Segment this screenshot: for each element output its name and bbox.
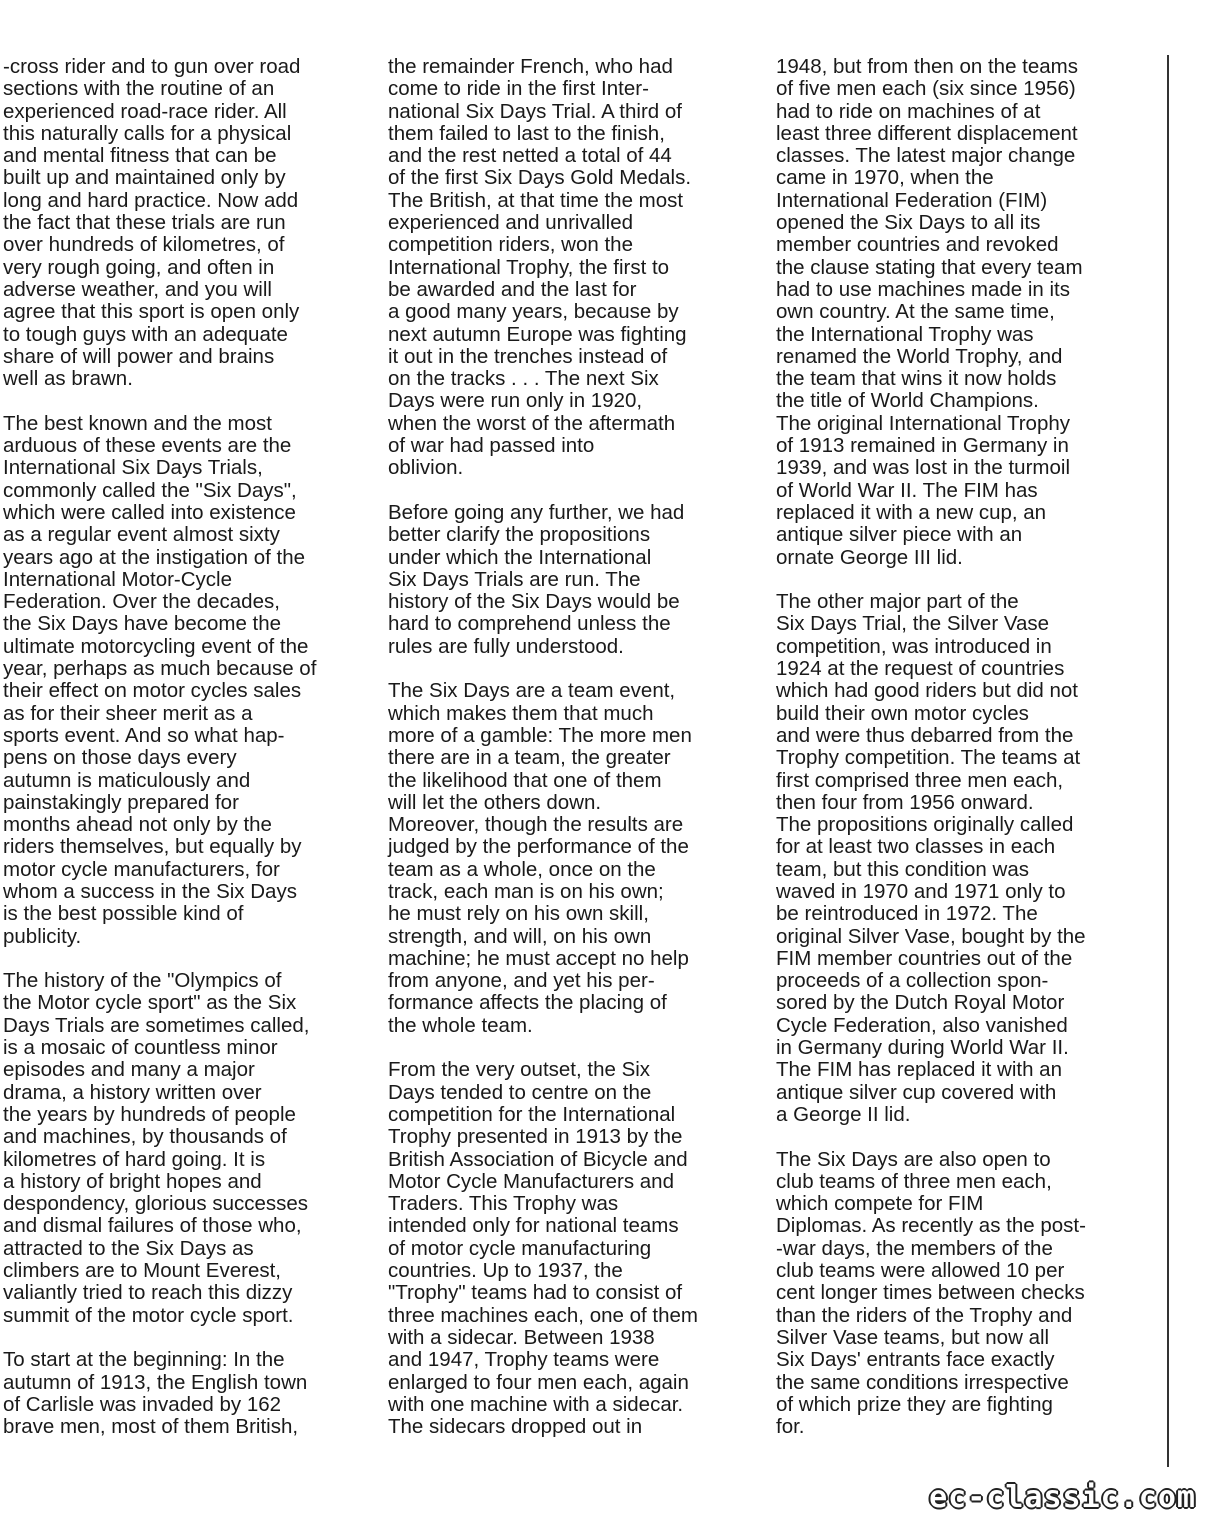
text-line: 1939, and was lost in the turmoil [776, 456, 1070, 480]
text-line: history of the Six Days would be [388, 590, 680, 614]
text-line: this naturally calls for a physical [3, 121, 292, 145]
text-line: hard to comprehend unless the [388, 612, 671, 636]
text-line: experienced road-race rider. All [3, 99, 287, 123]
text-line: the whole team. [388, 1013, 533, 1037]
text-line: of which prize they are fighting [776, 1392, 1053, 1416]
text-line: enlarged to four men each, again [388, 1370, 689, 1394]
text-line: machine; he must accept no help [388, 946, 689, 970]
text-line: sored by the Dutch Royal Motor [776, 991, 1065, 1015]
text-line: attracted to the Six Days as [3, 1236, 254, 1260]
text-line: Days tended to centre on the [388, 1080, 652, 1104]
text-line: intended only for national teams [388, 1214, 679, 1238]
text-line: for at least two classes in each [776, 835, 1056, 859]
text-line: commonly called the "Six Days", [3, 478, 297, 502]
text-line: -cross rider and to gun over road [3, 55, 301, 78]
text-line: International Federation (FIM) [776, 188, 1048, 212]
text-line: the International Trophy was [776, 322, 1034, 346]
text-line: The history of the "Olympics of [3, 969, 282, 993]
text-line: kilometres of hard going. It is [3, 1147, 266, 1171]
text-line: the clause stating that every team [776, 255, 1083, 279]
text-line: will let the others down. [388, 790, 602, 814]
text-column-3 [776, 56, 1156, 1461]
text-line: despondency, glorious successes [3, 1192, 309, 1216]
text-line: then four from 1956 onward. [776, 790, 1034, 814]
text-line: over hundreds of kilometres, of [3, 233, 285, 257]
text-line: "Trophy" teams had to consist of [388, 1281, 683, 1305]
text-line: with a sidecar. Between 1938 [388, 1325, 655, 1349]
text-line: motor cycle manufacturers, for [3, 857, 280, 881]
text-line: The British, at that time the most [388, 188, 684, 212]
text-line: International Six Days Trials, [3, 456, 263, 480]
text-line: autumn of 1913, the English town [3, 1370, 308, 1394]
text-column-2 [388, 56, 760, 1461]
text-line: strength, and will, on his own [388, 924, 652, 948]
text-line: antique silver cup covered with [776, 1080, 1057, 1104]
text-line: Six Days Trial, the Silver Vase [776, 612, 1050, 636]
text-line: the fact that these trials are run [3, 211, 286, 235]
text-line: brave men, most of them British, [3, 1415, 299, 1439]
text-line: had to ride on machines of at [776, 99, 1041, 123]
text-line: under which the International [388, 545, 652, 569]
text-line: well as brawn. [3, 367, 133, 391]
text-line: in Germany during World War II. [776, 1036, 1069, 1060]
text-line: year, perhaps as much because of [3, 657, 317, 681]
text-line: rules are fully understood. [388, 634, 624, 658]
text-line: long and hard practice. Now add [3, 188, 299, 212]
text-line: the years by hundreds of people [3, 1102, 296, 1126]
text-line: oblivion. [388, 456, 464, 480]
paragraph [776, 591, 1156, 1126]
text-line: as a regular event almost sixty [3, 523, 280, 547]
text-line: months ahead not only by the [3, 813, 272, 837]
paragraph [3, 56, 375, 390]
text-line: be awarded and the last for [388, 277, 637, 301]
text-line: climbers are to Mount Everest, [3, 1259, 281, 1283]
text-line: more of a gamble: The more men [388, 723, 692, 747]
text-line: and were thus debarred from the [776, 723, 1074, 747]
text-line: of Carlisle was invaded by 162 [3, 1392, 282, 1416]
text-line: painstakingly prepared for [3, 790, 239, 814]
text-line: and mental fitness that can be [3, 144, 277, 168]
text-line: share of will power and brains [3, 344, 275, 368]
text-line: than the riders of the Trophy and [776, 1303, 1073, 1327]
text-line: pens on those days every [3, 746, 237, 770]
text-line: Before going any further, we had [388, 500, 685, 524]
text-line: from anyone, and yet his per- [388, 969, 655, 993]
text-line: the team that wins it now holds [776, 367, 1057, 391]
text-line: next autumn Europe was fighting [388, 322, 687, 346]
text-line: antique silver piece with an [776, 523, 1023, 547]
text-line: very rough going, and often in [3, 255, 275, 279]
text-line: national Six Days Trial. A third of [388, 99, 682, 123]
text-line: is the best possible kind of [3, 902, 244, 926]
text-line: with one machine with a sidecar. [388, 1392, 684, 1416]
text-line: the remainder French, who had [388, 55, 673, 78]
text-line: publicity. [3, 924, 82, 948]
text-line: riders themselves, but equally by [3, 835, 302, 859]
text-line: The sidecars dropped out in [388, 1415, 643, 1439]
paragraph [776, 1149, 1156, 1439]
text-line: original Silver Vase, bought by the [776, 924, 1086, 948]
text-line: Diplomas. As recently as the post- [776, 1214, 1086, 1238]
text-line: competition, was introduced in [776, 634, 1052, 658]
text-line: and machines, by thousands of [3, 1125, 287, 1149]
text-line: years ago at the instigation of the [3, 545, 306, 569]
paragraph [388, 680, 760, 1037]
text-line: The best known and the most [3, 411, 272, 435]
text-line: formance affects the placing of [388, 991, 667, 1015]
text-line: built up and maintained only by [3, 166, 286, 190]
paragraph [388, 56, 760, 480]
text-line: judged by the performance of the [388, 835, 689, 859]
paragraph [3, 970, 375, 1327]
text-line: which were called into existence [3, 500, 296, 524]
text-line: team, but this condition was [776, 857, 1029, 881]
text-line: which makes them that much [388, 701, 654, 725]
text-line: Federation. Over the decades, [3, 590, 280, 614]
paragraph [388, 502, 760, 658]
text-line: of five men each (six since 1956) [776, 77, 1076, 101]
text-line: The FIM has replaced it with an [776, 1058, 1062, 1082]
text-line: classes. The latest major change [776, 144, 1076, 168]
text-line: waved in 1970 and 1971 only to [776, 879, 1066, 903]
text-line: least three different displacement [776, 121, 1078, 145]
text-line: 1948, but from then on the teams [776, 55, 1078, 78]
text-line: of World War II. The FIM has [776, 478, 1038, 502]
text-line: autumn is maticulously and [3, 768, 251, 792]
text-line: The original International Trophy [776, 411, 1071, 435]
text-line: episodes and many a major [3, 1058, 255, 1082]
text-line: The Six Days are a team event, [388, 679, 676, 703]
text-line: come to ride in the first Inter- [388, 77, 649, 101]
text-line: Motor Cycle Manufacturers and [388, 1169, 674, 1193]
text-line: FIM member countries out of the [776, 946, 1073, 970]
text-line: summit of the motor cycle sport. [3, 1303, 294, 1327]
text-line: adverse weather, and you will [3, 277, 272, 301]
text-line: on the tracks . . . The next Six [388, 367, 659, 391]
text-line: Traders. This Trophy was [388, 1192, 619, 1216]
text-line: a George II lid. [776, 1102, 911, 1126]
text-line: which had good riders but did not [776, 679, 1079, 703]
text-line: Silver Vase teams, but now all [776, 1325, 1050, 1349]
text-line: Cycle Federation, also vanished [776, 1013, 1068, 1037]
text-line: Days were run only in 1920, [388, 389, 643, 413]
text-line: Six Days' entrants face exactly [776, 1348, 1055, 1372]
text-line: three machines each, one of them [388, 1303, 698, 1327]
text-line: ornate George III lid. [776, 545, 963, 569]
text-line: the Six Days have become the [3, 612, 282, 636]
text-line: arduous of these events are the [3, 434, 292, 458]
text-line: them failed to last to the finish, [388, 121, 665, 145]
text-column-1 [3, 56, 375, 1461]
text-line: of the first Six Days Gold Medals. [388, 166, 692, 190]
text-line: Days Trials are sometimes called, [3, 1013, 310, 1037]
text-line: member countries and revoked [776, 233, 1059, 257]
text-line: which compete for FIM [776, 1192, 984, 1216]
text-line: to tough guys with an adequate [3, 322, 288, 346]
text-line: build their own motor cycles [776, 701, 1029, 725]
text-line: be reintroduced in 1972. The [776, 902, 1038, 926]
text-line: renamed the World Trophy, and [776, 344, 1063, 368]
text-line: Six Days Trials are run. The [388, 567, 641, 591]
text-line: first comprised three men each, [776, 768, 1064, 792]
text-line: is a mosaic of countless minor [3, 1036, 278, 1060]
text-line: track, each man is on his own; [388, 879, 664, 903]
text-line: he must rely on his own skill, [388, 902, 649, 926]
text-line: ultimate motorcycling event of the [3, 634, 309, 658]
text-line: cent longer times between checks [776, 1281, 1085, 1305]
text-line: and the rest netted a total of 44 [388, 144, 672, 168]
text-line: International Trophy, the first to [388, 255, 670, 279]
text-line: club teams were allowed 10 per [776, 1259, 1065, 1283]
text-line: for. [776, 1415, 805, 1439]
paragraph [3, 413, 375, 948]
text-line: The propositions originally called [776, 813, 1074, 837]
text-line: The Six Days are also open to [776, 1147, 1051, 1171]
text-line: had to use machines made in its [776, 277, 1070, 301]
text-line: the title of World Champions. [776, 389, 1039, 413]
text-line: drama, a history written over [3, 1080, 262, 1104]
text-line: club teams of three men each, [776, 1169, 1052, 1193]
text-line: opened the Six Days to all its [776, 211, 1041, 235]
text-line: agree that this sport is open only [3, 300, 300, 324]
paragraph [3, 1349, 375, 1438]
text-line: a good many years, because by [388, 300, 679, 324]
text-line: of 1913 remained in Germany in [776, 434, 1069, 458]
text-line: competition riders, won the [388, 233, 633, 257]
text-line: From the very outset, the Six [388, 1058, 651, 1082]
watermark-text: ec-classic.com [929, 1480, 1196, 1515]
text-line: when the worst of the aftermath [388, 411, 676, 435]
text-line: the likelihood that one of them [388, 768, 662, 792]
text-line: 1924 at the request of countries [776, 657, 1065, 681]
text-line: and 1947, Trophy teams were [388, 1348, 660, 1372]
column-rule [1167, 55, 1169, 1467]
text-line: valiantly tried to reach this dizzy [3, 1281, 293, 1305]
text-line: To start at the beginning: In the [3, 1348, 285, 1372]
text-line: competition for the International [388, 1102, 676, 1126]
text-line: sections with the routine of an [3, 77, 275, 101]
text-line: International Motor-Cycle [3, 567, 233, 591]
text-line: their effect on motor cycles sales [3, 679, 302, 703]
text-line: team as a whole, once on the [388, 857, 656, 881]
text-line: there are in a team, the greater [388, 746, 671, 770]
text-line: came in 1970, when the [776, 166, 994, 190]
text-line: a history of bright hopes and [3, 1169, 262, 1193]
text-line: -war days, the members of the [776, 1236, 1053, 1260]
text-line: it out in the trenches instead of [388, 344, 668, 368]
text-line: of motor cycle manufacturing [388, 1236, 652, 1260]
text-line: of war had passed into [388, 434, 595, 458]
text-line: Trophy competition. The teams at [776, 746, 1081, 770]
text-line: proceeds of a collection spon- [776, 969, 1049, 993]
text-line: The other major part of the [776, 590, 1019, 614]
text-line: whom a success in the Six Days [3, 879, 297, 903]
text-line: Moreover, though the results are [388, 813, 684, 837]
paragraph [388, 1059, 760, 1438]
paragraph [776, 56, 1156, 569]
text-line: own country. At the same time, [776, 300, 1055, 324]
text-line: experienced and unrivalled [388, 211, 634, 235]
text-line: British Association of Bicycle and [388, 1147, 688, 1171]
text-line: better clarify the propositions [388, 523, 651, 547]
text-line: the Motor cycle sport" as the Six [3, 991, 297, 1015]
text-line: Trophy presented in 1913 by the [388, 1125, 683, 1149]
text-line: replaced it with a new cup, an [776, 500, 1047, 524]
text-line: the same conditions irrespective [776, 1370, 1069, 1394]
text-line: sports event. And so what hap- [3, 723, 285, 747]
text-line: as for their sheer merit as a [3, 701, 253, 725]
text-line: and dismal failures of those who, [3, 1214, 302, 1238]
text-line: countries. Up to 1937, the [388, 1259, 623, 1283]
